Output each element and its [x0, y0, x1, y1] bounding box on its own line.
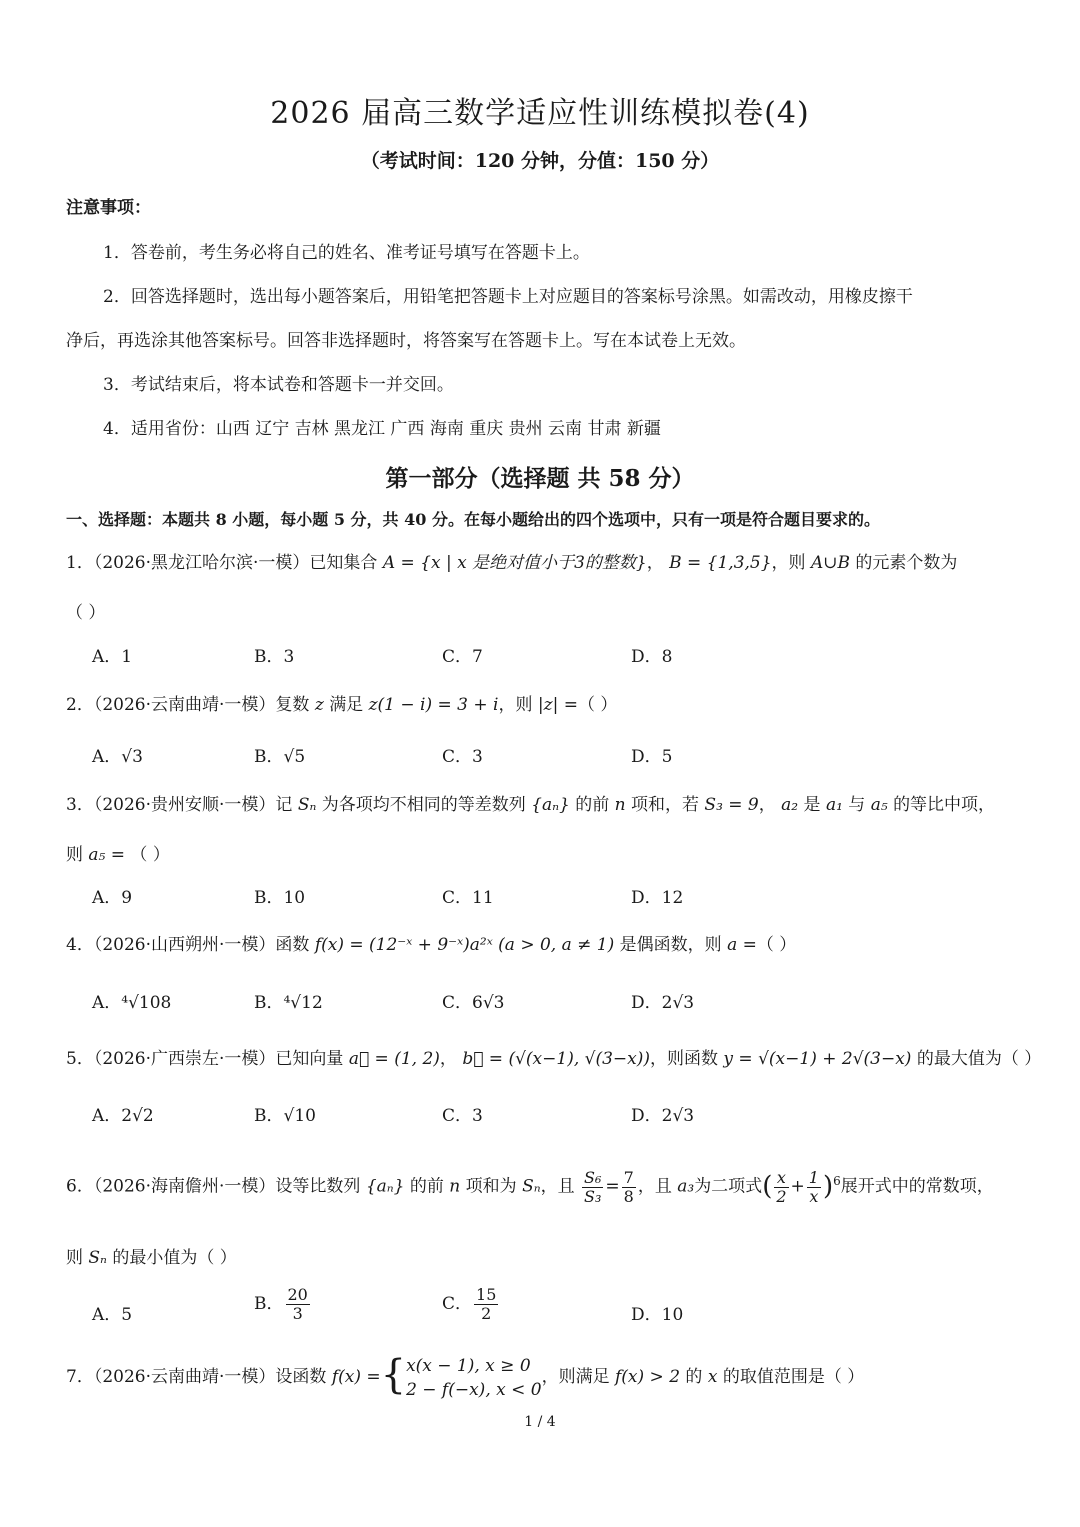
note-item: 2．回答选择题时，选出每小题答案后，用铅笔把答题卡上对应题目的答案标号涂黑。如需改动，用橡皮擦干 — [103, 287, 913, 307]
option-b: B．3 — [254, 647, 295, 667]
math-expression: a₃ — [677, 1176, 695, 1197]
fraction-denominator: x — [809, 1186, 819, 1206]
math-expression: f(x) > 2 — [615, 1367, 681, 1387]
question-2 — [66, 690, 617, 715]
piecewise-case: x(x − 1), x ≥ 0 — [406, 1355, 531, 1376]
question-text: 则 — [66, 845, 83, 865]
option-d: D．2√3 — [631, 993, 695, 1013]
question-text: 的 — [685, 1367, 703, 1387]
section-title: 一、选择题：本题共 8 小题，每小题 5 分，共 40 分。在每小题给出的四个选项中，只有一项是符合题目要求的。 — [66, 510, 880, 529]
math-expression: a = — [727, 935, 757, 955]
fraction-denominator: 8 — [623, 1186, 634, 1206]
question-6 — [66, 1158, 994, 1210]
option-b: B．10 — [254, 888, 306, 908]
answer-blank: （ ） — [824, 1367, 865, 1387]
question-source: （2026·贵州安顺·一模） — [93, 795, 276, 815]
math-expression: Sₙ — [297, 795, 317, 815]
question-text: 的前 — [409, 1176, 444, 1197]
option-d: D．10 — [631, 1305, 684, 1325]
math-expression: z — [314, 695, 324, 715]
option-c: C．3 — [442, 747, 483, 767]
question-text: 已知集合 — [309, 553, 378, 573]
option-d: D．8 — [631, 647, 673, 667]
part-title: 第一部分（选择题 共 58 分） — [385, 465, 695, 492]
question-4 — [66, 930, 796, 955]
exam-title: 2026 届高三数学适应性训练模拟卷(4) — [270, 96, 810, 131]
math-expression: z(1 − i) = 3 + i — [368, 695, 499, 715]
math-expression: f(x) = (12⁻ˣ + 9⁻ˣ)a²ˣ (a > 0, a ≠ 1) — [314, 935, 615, 955]
piecewise-cases — [406, 1354, 542, 1402]
question-text: ， — [758, 795, 776, 815]
question-text: ，则 — [771, 553, 806, 573]
question-text: 复数 — [275, 695, 310, 715]
option-a: A．2√2 — [92, 1106, 154, 1126]
question-text: ，则函数 — [650, 1049, 719, 1069]
question-text: 是偶函数，则 — [619, 935, 722, 955]
fraction-denominator: 2 — [776, 1186, 787, 1206]
fraction-denominator: S₃ — [584, 1186, 602, 1206]
fraction — [622, 1169, 636, 1206]
question-source: （2026·云南曲靖·一模） — [93, 695, 276, 715]
math-expression: a⃗ = (1, 2) — [348, 1049, 440, 1069]
page-number: 1 / 4 — [524, 1414, 556, 1430]
answer-blank: （ ） — [577, 695, 618, 715]
fraction — [807, 1169, 821, 1206]
fraction-numerator: 1 — [808, 1167, 819, 1187]
math-expression: f(x) = — [331, 1367, 381, 1387]
equals-sign: = — [605, 1176, 620, 1197]
option-c: C．3 — [442, 1106, 483, 1126]
question-text: 的等比中项， — [893, 795, 996, 815]
fraction — [582, 1169, 603, 1206]
question-text: 设函数 — [275, 1367, 327, 1387]
math-expression: A = {x | x 是绝对值小于3的整数} — [382, 553, 647, 573]
question-5 — [66, 1044, 1041, 1069]
question-text: 则 — [66, 1248, 83, 1268]
option-a: A．⁴√108 — [92, 993, 172, 1013]
question-text: 记 — [275, 795, 293, 815]
note-item: 1．答卷前，考生务必将自己的姓名、准考证号填写在答题卡上。 — [103, 243, 590, 263]
option-b: B．√10 — [254, 1106, 316, 1126]
option-label: B． — [254, 1294, 284, 1314]
option-b — [254, 1286, 312, 1323]
question-source: （2026·海南儋州·一模） — [93, 1176, 276, 1197]
question-number: 5． — [66, 1049, 94, 1069]
question-number: 4． — [66, 935, 94, 955]
question-text: 的元素个数为 — [855, 553, 958, 573]
option-a: A．5 — [92, 1305, 133, 1325]
question-text: 的取值范围是 — [722, 1367, 825, 1387]
option-a: A．9 — [92, 888, 133, 908]
plus-sign: + — [790, 1176, 805, 1197]
question-text: ，且 — [540, 1176, 575, 1197]
question-3-line-2 — [66, 840, 170, 865]
question-text: 为各项均不相同的等差数列 — [321, 795, 526, 815]
piecewise-case: 2 − f(−x), x < 0 — [406, 1379, 542, 1400]
option-d: D．2√3 — [631, 1106, 695, 1126]
fraction-denominator: 3 — [292, 1304, 303, 1323]
option-c — [442, 1286, 500, 1323]
question-source: （2026·云南曲靖·一模） — [93, 1367, 276, 1387]
exponent: 6 — [833, 1174, 841, 1188]
note-item: 净后，再选涂其他答案标号。回答非选择题时，将答案写在答题卡上。写在本试卷上无效。 — [66, 331, 746, 351]
math-expression: {aₙ} — [365, 1176, 405, 1197]
note-item: 3．考试结束后，将本试卷和答题卡一并交回。 — [103, 375, 454, 395]
math-expression: a₅ = — [88, 845, 126, 865]
math-expression: n — [614, 795, 626, 815]
answer-blank: （ ） — [756, 935, 797, 955]
math-expression: {aₙ} — [531, 795, 570, 815]
fraction-numerator: 20 — [287, 1285, 308, 1304]
question-text: 的前 — [575, 795, 610, 815]
answer-blank: （ ） — [66, 603, 106, 623]
question-text: 为二项式 — [694, 1176, 763, 1197]
answer-blank: （ ） — [197, 1248, 237, 1268]
math-expression: a₁ — [825, 795, 843, 815]
question-text: ，则 — [498, 695, 533, 715]
question-text: 已知向量 — [275, 1049, 344, 1069]
math-expression: |z| = — [537, 695, 578, 715]
exam-duration-score: （考试时间：120 分钟，分值：150 分） — [360, 150, 720, 172]
question-text: 是 — [803, 795, 821, 815]
option-label: C． — [442, 1294, 473, 1314]
answer-blank: （ ） — [130, 845, 170, 865]
fraction-numerator: x — [774, 1169, 788, 1188]
question-3 — [66, 790, 995, 815]
math-expression: a₂ — [781, 795, 799, 815]
question-text: 设等比数列 — [275, 1176, 361, 1197]
question-source: （2026·山西朔州·一模） — [93, 935, 276, 955]
brace-icon: { — [380, 1352, 407, 1398]
math-expression: Sₙ — [522, 1176, 541, 1197]
question-text: 展开式中的常数项， — [840, 1176, 994, 1197]
question-number: 1． — [66, 553, 94, 573]
question-text: 与 — [848, 795, 866, 815]
right-paren-icon: ) — [822, 1171, 834, 1202]
fraction — [474, 1286, 498, 1323]
question-text: 函数 — [275, 935, 310, 955]
question-number: 7． — [66, 1367, 94, 1387]
option-b: B．⁴√12 — [254, 993, 323, 1013]
fraction-numerator: 7 — [623, 1167, 634, 1187]
option-d: D．12 — [631, 888, 684, 908]
math-expression: b⃗ = (√(x−1), √(3−x)) — [462, 1049, 651, 1069]
math-expression: y = √(x−1) + 2√(3−x) — [723, 1049, 912, 1069]
question-source: （2026·黑龙江哈尔滨·一模） — [93, 553, 310, 573]
math-expression: S₃ = 9 — [704, 795, 759, 815]
option-d: D．5 — [631, 747, 673, 767]
math-expression: x — [707, 1367, 718, 1387]
option-a: A．1 — [92, 647, 133, 667]
math-expression: Sₙ — [88, 1248, 107, 1268]
question-text: ， — [646, 553, 664, 573]
math-expression: n — [449, 1176, 461, 1197]
math-expression: a₅ — [870, 795, 888, 815]
option-c: C．6√3 — [442, 993, 505, 1013]
question-text: ，且 — [637, 1176, 672, 1197]
option-c: C．11 — [442, 888, 494, 908]
question-text: 的最小值为 — [112, 1248, 198, 1268]
fraction — [774, 1169, 788, 1206]
option-c: C．7 — [442, 647, 483, 667]
question-text: 项和为 — [465, 1176, 517, 1197]
fraction-numerator: S₆ — [584, 1167, 602, 1187]
question-number: 6． — [66, 1176, 94, 1197]
left-paren-icon: ( — [762, 1171, 773, 1202]
math-expression: B = {1,3,5} — [669, 553, 772, 573]
option-b: B．√5 — [254, 747, 306, 767]
question-6-line-2 — [66, 1243, 237, 1268]
question-text: 项和，若 — [631, 795, 700, 815]
notes-heading: 注意事项： — [66, 198, 151, 218]
option-a: A．√3 — [92, 747, 143, 767]
fraction-denominator: 2 — [481, 1304, 492, 1323]
question-text: ，则满足 — [541, 1367, 610, 1387]
question-1 — [66, 548, 957, 573]
question-text: 的最大值为 — [916, 1049, 1002, 1069]
question-text: ， — [439, 1049, 457, 1069]
question-source: （2026·广西崇左·一模） — [93, 1049, 276, 1069]
question-text: 满足 — [329, 695, 364, 715]
note-item: 4．适用省份：山西 辽宁 吉林 黑龙江 广西 海南 重庆 贵州 云南 甘肃 新疆 — [103, 419, 661, 439]
fraction-numerator: 15 — [476, 1285, 497, 1304]
fraction — [286, 1286, 310, 1323]
question-7 — [66, 1352, 864, 1402]
question-number: 3． — [66, 795, 94, 815]
math-expression: A∪B — [810, 553, 850, 573]
question-number: 2． — [66, 695, 94, 715]
answer-blank: （ ） — [1001, 1049, 1042, 1069]
